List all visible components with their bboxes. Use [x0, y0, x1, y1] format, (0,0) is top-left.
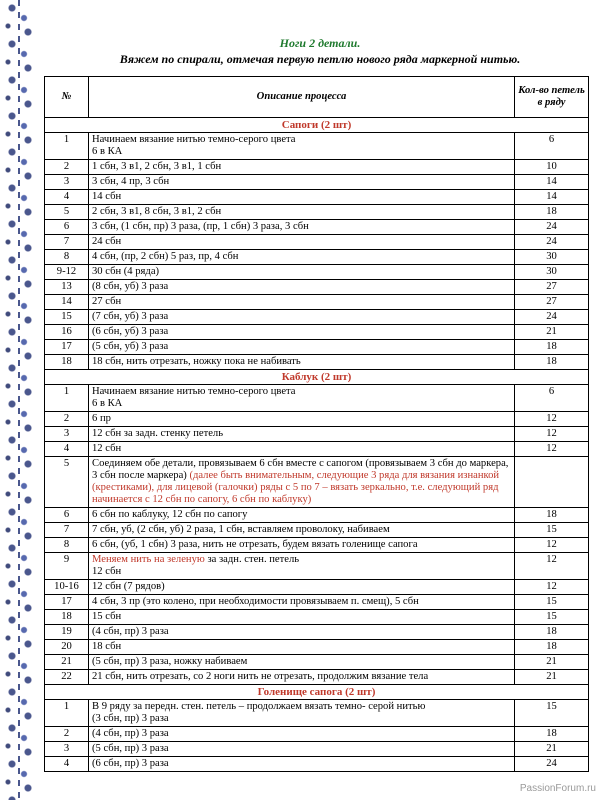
table-row [45, 580, 589, 595]
row-description-text: 18 сбн [92, 641, 122, 652]
row-number: 16 [45, 325, 89, 340]
row-description [89, 595, 515, 610]
row-number: 19 [45, 625, 89, 640]
row-number: 4 [45, 442, 89, 457]
row-description-line2: 12 сбн [92, 566, 122, 577]
table-row [45, 655, 589, 670]
row-number: 3 [45, 427, 89, 442]
row-description [89, 427, 515, 442]
row-description-text: (5 сбн, пр) 3 раза [92, 743, 169, 754]
table-row [45, 265, 589, 280]
row-description [89, 742, 515, 757]
row-stitch-count: 18 [515, 727, 589, 742]
page-title: Ноги 2 детали. [279, 36, 361, 50]
table-row [45, 757, 589, 772]
row-description-text: 3 сбн, 4 пр, 3 сбн [92, 176, 170, 187]
row-stitch-count: 30 [515, 250, 589, 265]
table-header-row [45, 77, 589, 118]
row-description-text: 15 сбн [92, 611, 122, 622]
table-row [45, 250, 589, 265]
row-number: 10-16 [45, 580, 89, 595]
table-row [45, 295, 589, 310]
row-number: 4 [45, 190, 89, 205]
table-row [45, 133, 589, 160]
header-count: Кол-во петель в ряду [515, 77, 589, 118]
row-description [89, 160, 515, 175]
table-row [45, 190, 589, 205]
section-header-row [45, 370, 589, 385]
row-description-text: 6 сбн, (уб, 1 сбн) 3 раза, нить не отрезать, будем вязать голенище сапога [92, 539, 418, 550]
row-stitch-count: 21 [515, 655, 589, 670]
row-description [89, 355, 515, 370]
row-number: 6 [45, 220, 89, 235]
table-row [45, 220, 589, 235]
row-stitch-count: 18 [515, 340, 589, 355]
table-row [45, 625, 589, 640]
table-row [45, 355, 589, 370]
table-row [45, 280, 589, 295]
table-row [45, 595, 589, 610]
row-description-text: (5 сбн, уб) 3 раза [92, 341, 169, 352]
row-description-text: 21 сбн, нить отрезать, со 2 ноги нить не отрезать, продолжим вязание тела [92, 671, 429, 682]
row-description-text: 12 сбн за задн. стенку петель [92, 428, 224, 439]
row-number: 15 [45, 310, 89, 325]
row-stitch-count: 15 [515, 523, 589, 538]
row-description-text: 24 сбн [92, 236, 122, 247]
row-description [89, 310, 515, 325]
row-description-text: 1 сбн, 3 в1, 2 сбн, 3 в1, 1 сбн [92, 161, 222, 172]
section-title: Сапоги (2 шт) [45, 118, 589, 133]
row-number: 20 [45, 640, 89, 655]
row-number: 3 [45, 742, 89, 757]
header-number: № [45, 77, 89, 118]
row-description-text: 30 сбн (4 ряда) [92, 266, 160, 277]
table-row [45, 340, 589, 355]
row-stitch-count: 18 [515, 508, 589, 523]
row-number: 9 [45, 553, 89, 580]
row-description-text: 12 сбн (7 рядов) [92, 581, 165, 592]
table-row [45, 670, 589, 685]
row-stitch-count: 24 [515, 757, 589, 772]
row-description-text: 14 сбн [92, 191, 122, 202]
header-description: Описание процесса [89, 77, 515, 118]
row-description [89, 205, 515, 220]
row-stitch-count: 21 [515, 325, 589, 340]
row-description-text: (6 сбн, пр) 3 раза [92, 758, 169, 769]
row-description-text: В 9 ряду за передн. стен. петель – продолжаем вязать темно- серой нитью [92, 701, 426, 712]
row-description [89, 640, 515, 655]
row-number: 21 [45, 655, 89, 670]
row-description [89, 508, 515, 523]
row-description [89, 175, 515, 190]
row-stitch-count: 18 [515, 625, 589, 640]
table-body [45, 118, 589, 772]
row-description-text: 6 сбн по каблуку, 12 сбн по сапогу [92, 509, 248, 520]
row-description [89, 265, 515, 280]
table-row [45, 160, 589, 175]
row-description [89, 280, 515, 295]
row-stitch-count: 10 [515, 160, 589, 175]
row-number: 2 [45, 727, 89, 742]
table-row [45, 700, 589, 727]
row-description-text: 4 сбн, (пр, 2 сбн) 5 раз, пр, 4 сбн [92, 251, 239, 262]
row-number: 17 [45, 595, 89, 610]
section-title: Каблук (2 шт) [45, 370, 589, 385]
row-description [89, 457, 515, 508]
row-description-text: Начинаем вязание нитью темно-серого цвета [92, 386, 296, 397]
row-description-line2: 6 в КА [92, 146, 123, 157]
row-stitch-count: 15 [515, 700, 589, 727]
row-description-text: 6 пр [92, 413, 111, 424]
row-description-text: (6 сбн, уб) 3 раза [92, 326, 169, 337]
page-subtitle: Вяжем по спирали, отмечая первую петлю нового ряда маркерной нитью. [119, 52, 521, 66]
row-description-text: 18 сбн, нить отрезать, ножку пока не набивать [92, 356, 301, 367]
row-stitch-count: 12 [515, 427, 589, 442]
row-stitch-count: 18 [515, 640, 589, 655]
row-stitch-count: 12 [515, 442, 589, 457]
row-description [89, 220, 515, 235]
row-description-line2: (3 сбн, пр) 3 раза [92, 713, 169, 724]
row-number: 2 [45, 160, 89, 175]
section-title: Голенище сапога (2 шт) [45, 685, 589, 700]
row-description [89, 553, 515, 580]
row-number: 4 [45, 757, 89, 772]
row-number: 6 [45, 508, 89, 523]
row-number: 18 [45, 355, 89, 370]
table-row [45, 175, 589, 190]
row-stitch-count [515, 457, 589, 508]
table-row [45, 310, 589, 325]
row-description [89, 340, 515, 355]
row-description [89, 295, 515, 310]
row-description [89, 235, 515, 250]
table-row [45, 610, 589, 625]
table-row [45, 427, 589, 442]
row-stitch-count: 12 [515, 412, 589, 427]
row-number: 1 [45, 700, 89, 727]
row-number: 18 [45, 610, 89, 625]
row-description-text: (4 сбн, пр) 3 раза [92, 728, 169, 739]
table-row [45, 640, 589, 655]
row-description [89, 670, 515, 685]
row-description [89, 700, 515, 727]
row-description-text: 7 сбн, уб, (2 сбн, уб) 2 раза, 1 сбн, вставляем проволоку, набиваем [92, 524, 390, 535]
table-row [45, 538, 589, 553]
row-stitch-count: 27 [515, 280, 589, 295]
row-number: 17 [45, 340, 89, 355]
row-description-text: за задн. стен. петель [204, 554, 300, 565]
row-number: 7 [45, 235, 89, 250]
row-description [89, 325, 515, 340]
row-number: 22 [45, 670, 89, 685]
row-stitch-count: 27 [515, 295, 589, 310]
row-number: 3 [45, 175, 89, 190]
row-description-text: (5 сбн, пр) 3 раза, ножку набиваем [92, 656, 248, 667]
table-row [45, 508, 589, 523]
row-stitch-count: 24 [515, 310, 589, 325]
row-stitch-count: 18 [515, 205, 589, 220]
row-description-text: 12 сбн [92, 443, 122, 454]
row-stitch-count: 6 [515, 133, 589, 160]
row-description-text: 3 сбн, (1 сбн, пр) 3 раза, (пр, 1 сбн) 3 раза, 3 сбн [92, 221, 309, 232]
pattern-table [44, 76, 589, 772]
row-number: 1 [45, 133, 89, 160]
row-number: 13 [45, 280, 89, 295]
row-description [89, 580, 515, 595]
row-stitch-count: 30 [515, 265, 589, 280]
row-stitch-count: 12 [515, 553, 589, 580]
row-stitch-count: 12 [515, 538, 589, 553]
section-header-row [45, 118, 589, 133]
row-number: 14 [45, 295, 89, 310]
row-description [89, 133, 515, 160]
row-description-text: 27 сбн [92, 296, 122, 307]
table-row [45, 742, 589, 757]
row-number: 1 [45, 385, 89, 412]
row-description [89, 190, 515, 205]
row-description [89, 625, 515, 640]
table-row [45, 235, 589, 250]
table-row [45, 205, 589, 220]
table-row [45, 523, 589, 538]
row-stitch-count: 15 [515, 610, 589, 625]
row-stitch-count: 21 [515, 670, 589, 685]
row-stitch-count: 24 [515, 235, 589, 250]
table-row [45, 457, 589, 508]
row-stitch-count: 24 [515, 220, 589, 235]
row-number: 5 [45, 457, 89, 508]
row-description [89, 538, 515, 553]
table-row [45, 727, 589, 742]
row-stitch-count: 6 [515, 385, 589, 412]
row-description [89, 442, 515, 457]
table-row [45, 442, 589, 457]
row-description-text: (4 сбн, пр) 3 раза [92, 626, 169, 637]
row-description-text: (7 сбн, уб) 3 раза [92, 311, 169, 322]
table-row [45, 412, 589, 427]
row-description [89, 412, 515, 427]
row-description-text: (8 сбн, уб) 3 раза [92, 281, 169, 292]
decorative-border [0, 0, 38, 800]
row-description [89, 523, 515, 538]
table-row [45, 385, 589, 412]
watermark: PassionForum.ru [519, 783, 596, 794]
row-stitch-count: 12 [515, 580, 589, 595]
row-number: 8 [45, 538, 89, 553]
row-description [89, 610, 515, 625]
row-description-text: 4 сбн, 3 пр (это колено, при необходимости провязываем п. смещ), 5 сбн [92, 596, 419, 607]
row-description-text: Соединяем обе детали, провязываем 6 сбн вместе с сапогом (провязываем 3 сбн до маркера, 3 сбн после маркера) [92, 458, 509, 481]
table-row [45, 325, 589, 340]
row-description [89, 250, 515, 265]
row-description [89, 727, 515, 742]
row-description-text: Начинаем вязание нитью темно-серого цвета [92, 134, 296, 145]
row-number: 5 [45, 205, 89, 220]
row-stitch-count: 14 [515, 175, 589, 190]
row-number: 8 [45, 250, 89, 265]
row-stitch-count: 18 [515, 355, 589, 370]
row-description [89, 757, 515, 772]
row-number: 2 [45, 412, 89, 427]
row-number: 9-12 [45, 265, 89, 280]
row-description-highlight: Меняем нить на зеленую [92, 554, 205, 565]
row-description [89, 385, 515, 412]
row-stitch-count: 21 [515, 742, 589, 757]
row-description [89, 655, 515, 670]
row-description-note: (далее быть внимательным, следующие 3 ряда для вязания изнанкой (крестиками), для лицевой (галочки) ряды с 5 по 7 – вязать зеркально, т.е. следующий ряд начинается с 12 сбн по сапогу, 6 сбн по каблуку) [92, 470, 500, 505]
row-stitch-count: 15 [515, 595, 589, 610]
table-row [45, 553, 589, 580]
row-description-line2: 6 в КА [92, 398, 123, 409]
row-number: 7 [45, 523, 89, 538]
row-stitch-count: 14 [515, 190, 589, 205]
row-description-text: 2 сбн, 3 в1, 8 сбн, 3 в1, 2 сбн [92, 206, 222, 217]
section-header-row [45, 685, 589, 700]
